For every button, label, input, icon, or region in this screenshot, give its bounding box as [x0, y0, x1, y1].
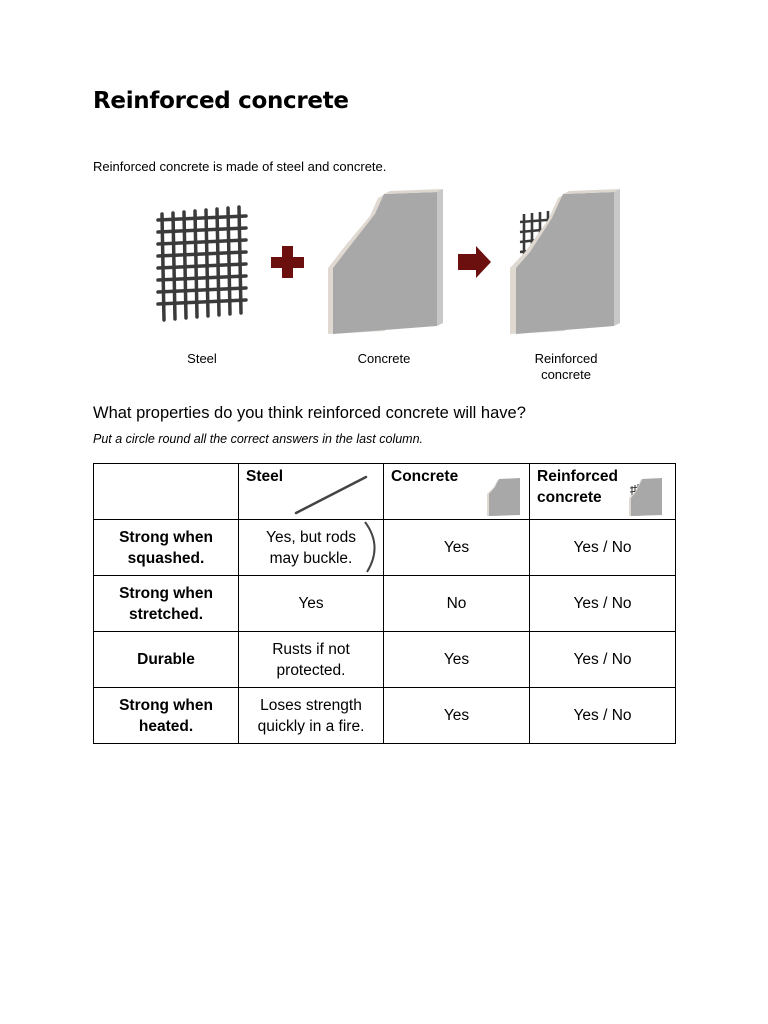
- header-blank: [94, 464, 239, 520]
- property-cell: Strong when squashed.: [94, 520, 239, 576]
- reinforced-answer-cell[interactable]: Yes / No: [530, 520, 676, 576]
- property-cell: Strong when stretched.: [94, 576, 239, 632]
- concrete-cell: Yes: [384, 520, 530, 576]
- table-row: [94, 632, 676, 688]
- reinforced-answer-cell[interactable]: Yes / No: [530, 576, 676, 632]
- steel-mesh-icon: [158, 207, 246, 320]
- properties-table: [93, 463, 676, 744]
- reinforced-block-small-icon: [626, 474, 666, 518]
- header-concrete-label: Concrete: [391, 468, 459, 485]
- page-title: Reinforced concrete: [93, 88, 349, 114]
- plus-icon: [271, 246, 304, 278]
- steel-cell: Rusts if not protected.: [239, 632, 384, 688]
- steel-cell: Loses strength quickly in a fire.: [239, 688, 384, 744]
- reinforced-label-line2: concrete: [541, 367, 591, 382]
- concrete-label: Concrete: [357, 351, 411, 366]
- concrete-block-icon: [328, 189, 443, 334]
- concrete-cell: Yes: [384, 688, 530, 744]
- table-header-row: [94, 464, 676, 520]
- buckled-rod-icon: [363, 520, 379, 575]
- table-row: [94, 576, 676, 632]
- reinforced-answer-cell[interactable]: Yes / No: [530, 688, 676, 744]
- steel-cell: Yes: [239, 576, 384, 632]
- reinforced-concrete-diagram: [140, 186, 640, 386]
- instruction-text: Put a circle round all the correct answers in the last column.: [93, 432, 424, 446]
- concrete-cell: No: [384, 576, 530, 632]
- header-reinforced-line1: Reinforced: [537, 468, 618, 485]
- steel-label: Steel: [187, 351, 217, 366]
- reinforced-answer-cell[interactable]: Yes / No: [530, 632, 676, 688]
- steel-cell: Yes, but rods may buckle.: [239, 520, 384, 576]
- concrete-cell: Yes: [384, 632, 530, 688]
- table-row: [94, 520, 676, 576]
- table-row: [94, 688, 676, 744]
- header-steel: [239, 464, 384, 520]
- arrow-icon: [458, 246, 491, 278]
- header-concrete: [384, 464, 530, 520]
- header-steel-label: Steel: [246, 468, 284, 485]
- header-reinforced: [530, 464, 676, 520]
- property-cell: Durable: [94, 632, 239, 688]
- property-cell: Strong when heated.: [94, 688, 239, 744]
- concrete-block-small-icon: [484, 474, 524, 518]
- header-reinforced-line2: concrete: [537, 489, 602, 506]
- steel-rod-icon: [294, 474, 370, 516]
- intro-text: Reinforced concrete is made of steel and concrete.: [93, 159, 387, 174]
- reinforced-concrete-icon: [510, 189, 620, 334]
- question-text: What properties do you think reinforced concrete will have?: [93, 404, 526, 422]
- reinforced-label-line1: Reinforced: [534, 351, 598, 366]
- reinforced-concrete-label: [506, 351, 626, 383]
